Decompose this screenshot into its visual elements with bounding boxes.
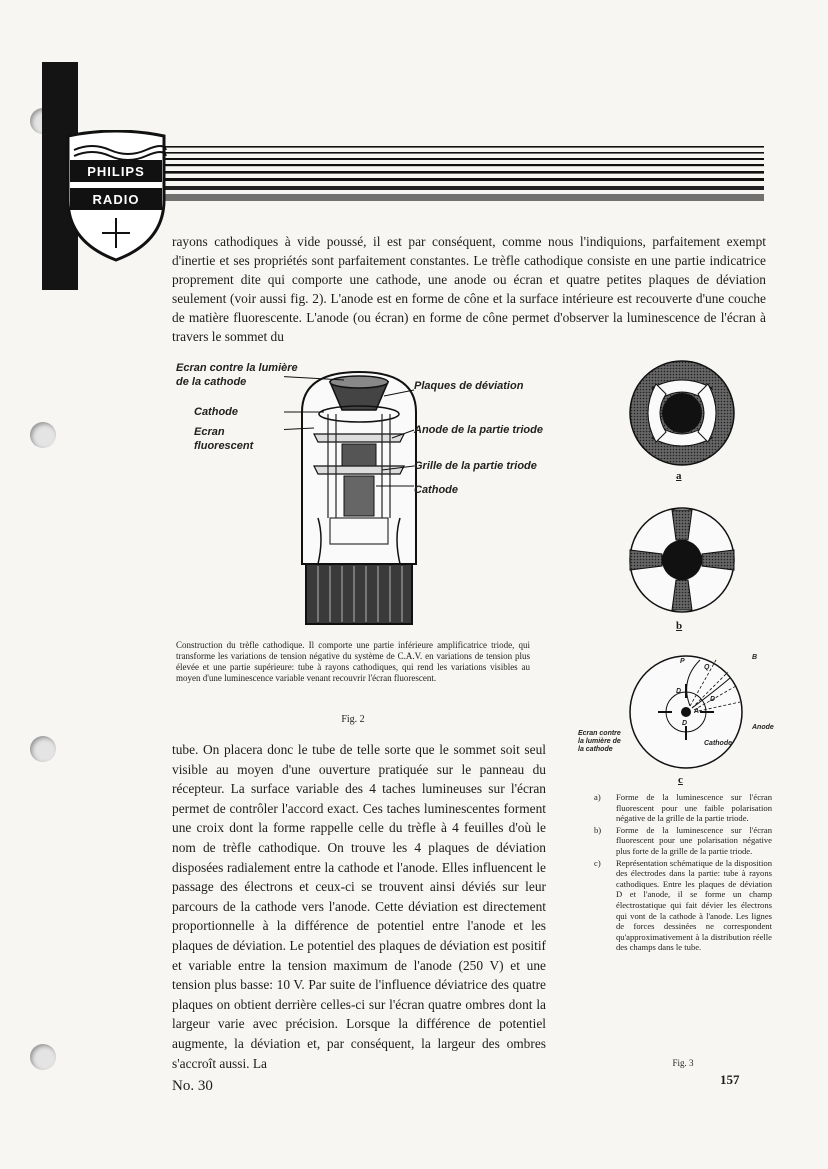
legend-key: c) xyxy=(594,857,601,868)
fig2-label-cathode-bottom: Cathode xyxy=(414,484,458,496)
fig3-label-b: b xyxy=(676,620,683,632)
philips-radio-logo xyxy=(64,130,168,262)
fig2-label: Fig. 2 xyxy=(341,714,365,725)
fig3c-label-anode: Anode xyxy=(752,724,774,731)
issue-number: No. 30 xyxy=(172,1078,213,1094)
logo-word-radio: RADIO xyxy=(92,192,140,207)
fig2-caption: Construction du trèfle cathodique. Il comporte une partie inférieure amplificatrice triode, qui transforme les variations de tension négative du système de C.A.V. en variations de tension plus élevée et une partie supérieure: tube à rayons cathodiques, qui rend les variations visibles au moyen d'une luminescence variable venant recouvrir l'écran fluorescent. xyxy=(176,640,530,683)
legend-key: b) xyxy=(594,824,602,835)
punch-hole xyxy=(30,1044,56,1070)
intro-paragraph: rayons cathodiques à vide poussé, il est par conséquent, comme nous l'indiquions, parfaitement exempt d'inertie et ses propriétés sont parfaitement constantes. Le trèfle cathodique consiste en une partie indicatrice proprement dite qui comporte une cathode, une anode ou écran et quatre petites plaques de déviation seulement (voir aussi fig. 2). L'anode est en forme de cône et la surface intérieure est recouverte d'une couche de matière fluorescente. L'anode (ou écran) en forme de cône permet d'observer la luminescence de l'écran à travers le sommet du xyxy=(172,234,766,344)
legend-text: Forme de la luminescence sur l'écran fluorescent pour une polarisation négative plus forte de la grille de la partie triode. xyxy=(616,824,772,856)
fig2-label-screen-shield-2: de la cathode xyxy=(176,376,247,388)
fig3c-letter-d2: D xyxy=(710,696,716,703)
fig3c-electrode-diagram xyxy=(620,650,752,770)
fig3-legend-item-b xyxy=(594,825,772,857)
fig3c-letter-a: A xyxy=(694,708,700,715)
fig2-label-screen-shield: Ecran contre la lumière xyxy=(176,362,298,374)
fig2-label-cathode-top: Cathode xyxy=(194,406,238,418)
fig3-legend-item-c xyxy=(594,858,772,953)
fig2-label-fluorescent-2: fluorescent xyxy=(194,440,254,452)
tube-drawing xyxy=(284,368,434,632)
legend-key: a) xyxy=(594,792,601,802)
fig3c-letter-d1: D xyxy=(676,688,682,695)
fig2-label-fluorescent-1: Ecran xyxy=(194,426,225,438)
page-number: 157 xyxy=(720,1072,740,1087)
fig3-label-a: a xyxy=(676,470,682,482)
fig2-label-triode-anode: Anode de la partie triode xyxy=(414,424,543,436)
punch-hole xyxy=(30,736,56,762)
header-rules xyxy=(150,146,764,204)
fig3b-luminescence-diagram xyxy=(618,504,746,616)
fig3c-letter-p: P xyxy=(680,658,685,665)
main-column-text: tube. On placera donc le tube de telle sorte que le sommet soit seul visible au moyen d'une ouverture pratiquée sur le panneau du récepteur. La surface variable des 4 taches lumineuses sur l'écran permet de contrôler l'accord exact. Ces taches luminescentes forment une croix dont la forme rappelle celle du trèfle à 4 feuilles d'où le nom de trèfle cathodique. On trouve les 4 plaques de déviation disposées radialement entre la cathode et l'anode. Elles influencent le passage des électrons et ceux-ci se trouvent ainsi déviés sur leur parcours de la cathode vers l'anode. Cette déviation est directement proportionnelle à la différence de potentiel entre l'anode et les plaques de déviation. Le potentiel des plaques de déviation est positif et variable entre la tension maximum de l'anode (250 V) et une tension plus basse: 10 V. Par suite de l'influence déviatrice des quatre plaques on obtient derrière celles-ci sur l'écran quatre ombres dont la largeur varie avec précision. Lorsque la différence de potentiel augmente, la déviation et, par conséquent, la largeur des ombres s'accroît aussi. La xyxy=(172,742,546,1071)
fig3c-letter-d3: D xyxy=(682,720,688,727)
fig3-label: Fig. 3 xyxy=(672,1058,694,1068)
fig3c-letter-q: Q xyxy=(704,664,710,671)
logo-word-philips: PHILIPS xyxy=(87,164,145,179)
legend-text: Forme de la luminescence sur l'écran fluorescent pour une faible polarisation négative de la grille de la partie triode. xyxy=(616,792,772,824)
fig3-label-c: c xyxy=(678,774,683,786)
punch-hole xyxy=(30,422,56,448)
fig2-label-triode-grid: Grille de la partie triode xyxy=(414,460,537,472)
fig3-legend-item-a xyxy=(594,792,772,824)
fig2-label-deflection-plates: Plaques de déviation xyxy=(414,380,524,392)
fig3-legend xyxy=(594,792,772,954)
legend-text: Représentation schématique de la disposition des électrodes dans la partie: tube à rayons cathodiques. Entre les plaques de déviation D et l'anode, il se forme un champ électrostatique qui fait dévier les électrons qui vont de la cathode à l'anode. Les lignes de forces dessinées ne correspondent qu'approximativement à la distribution réelle des champs dans le tube. xyxy=(616,857,772,953)
fig3c-label-screen-shield: Ecran contre la lumière de la cathode xyxy=(578,730,621,753)
fig3a-luminescence-diagram xyxy=(618,358,746,468)
fig3c-letter-b: B xyxy=(752,654,758,661)
fig3c-label-cathode: Cathode xyxy=(704,740,732,747)
